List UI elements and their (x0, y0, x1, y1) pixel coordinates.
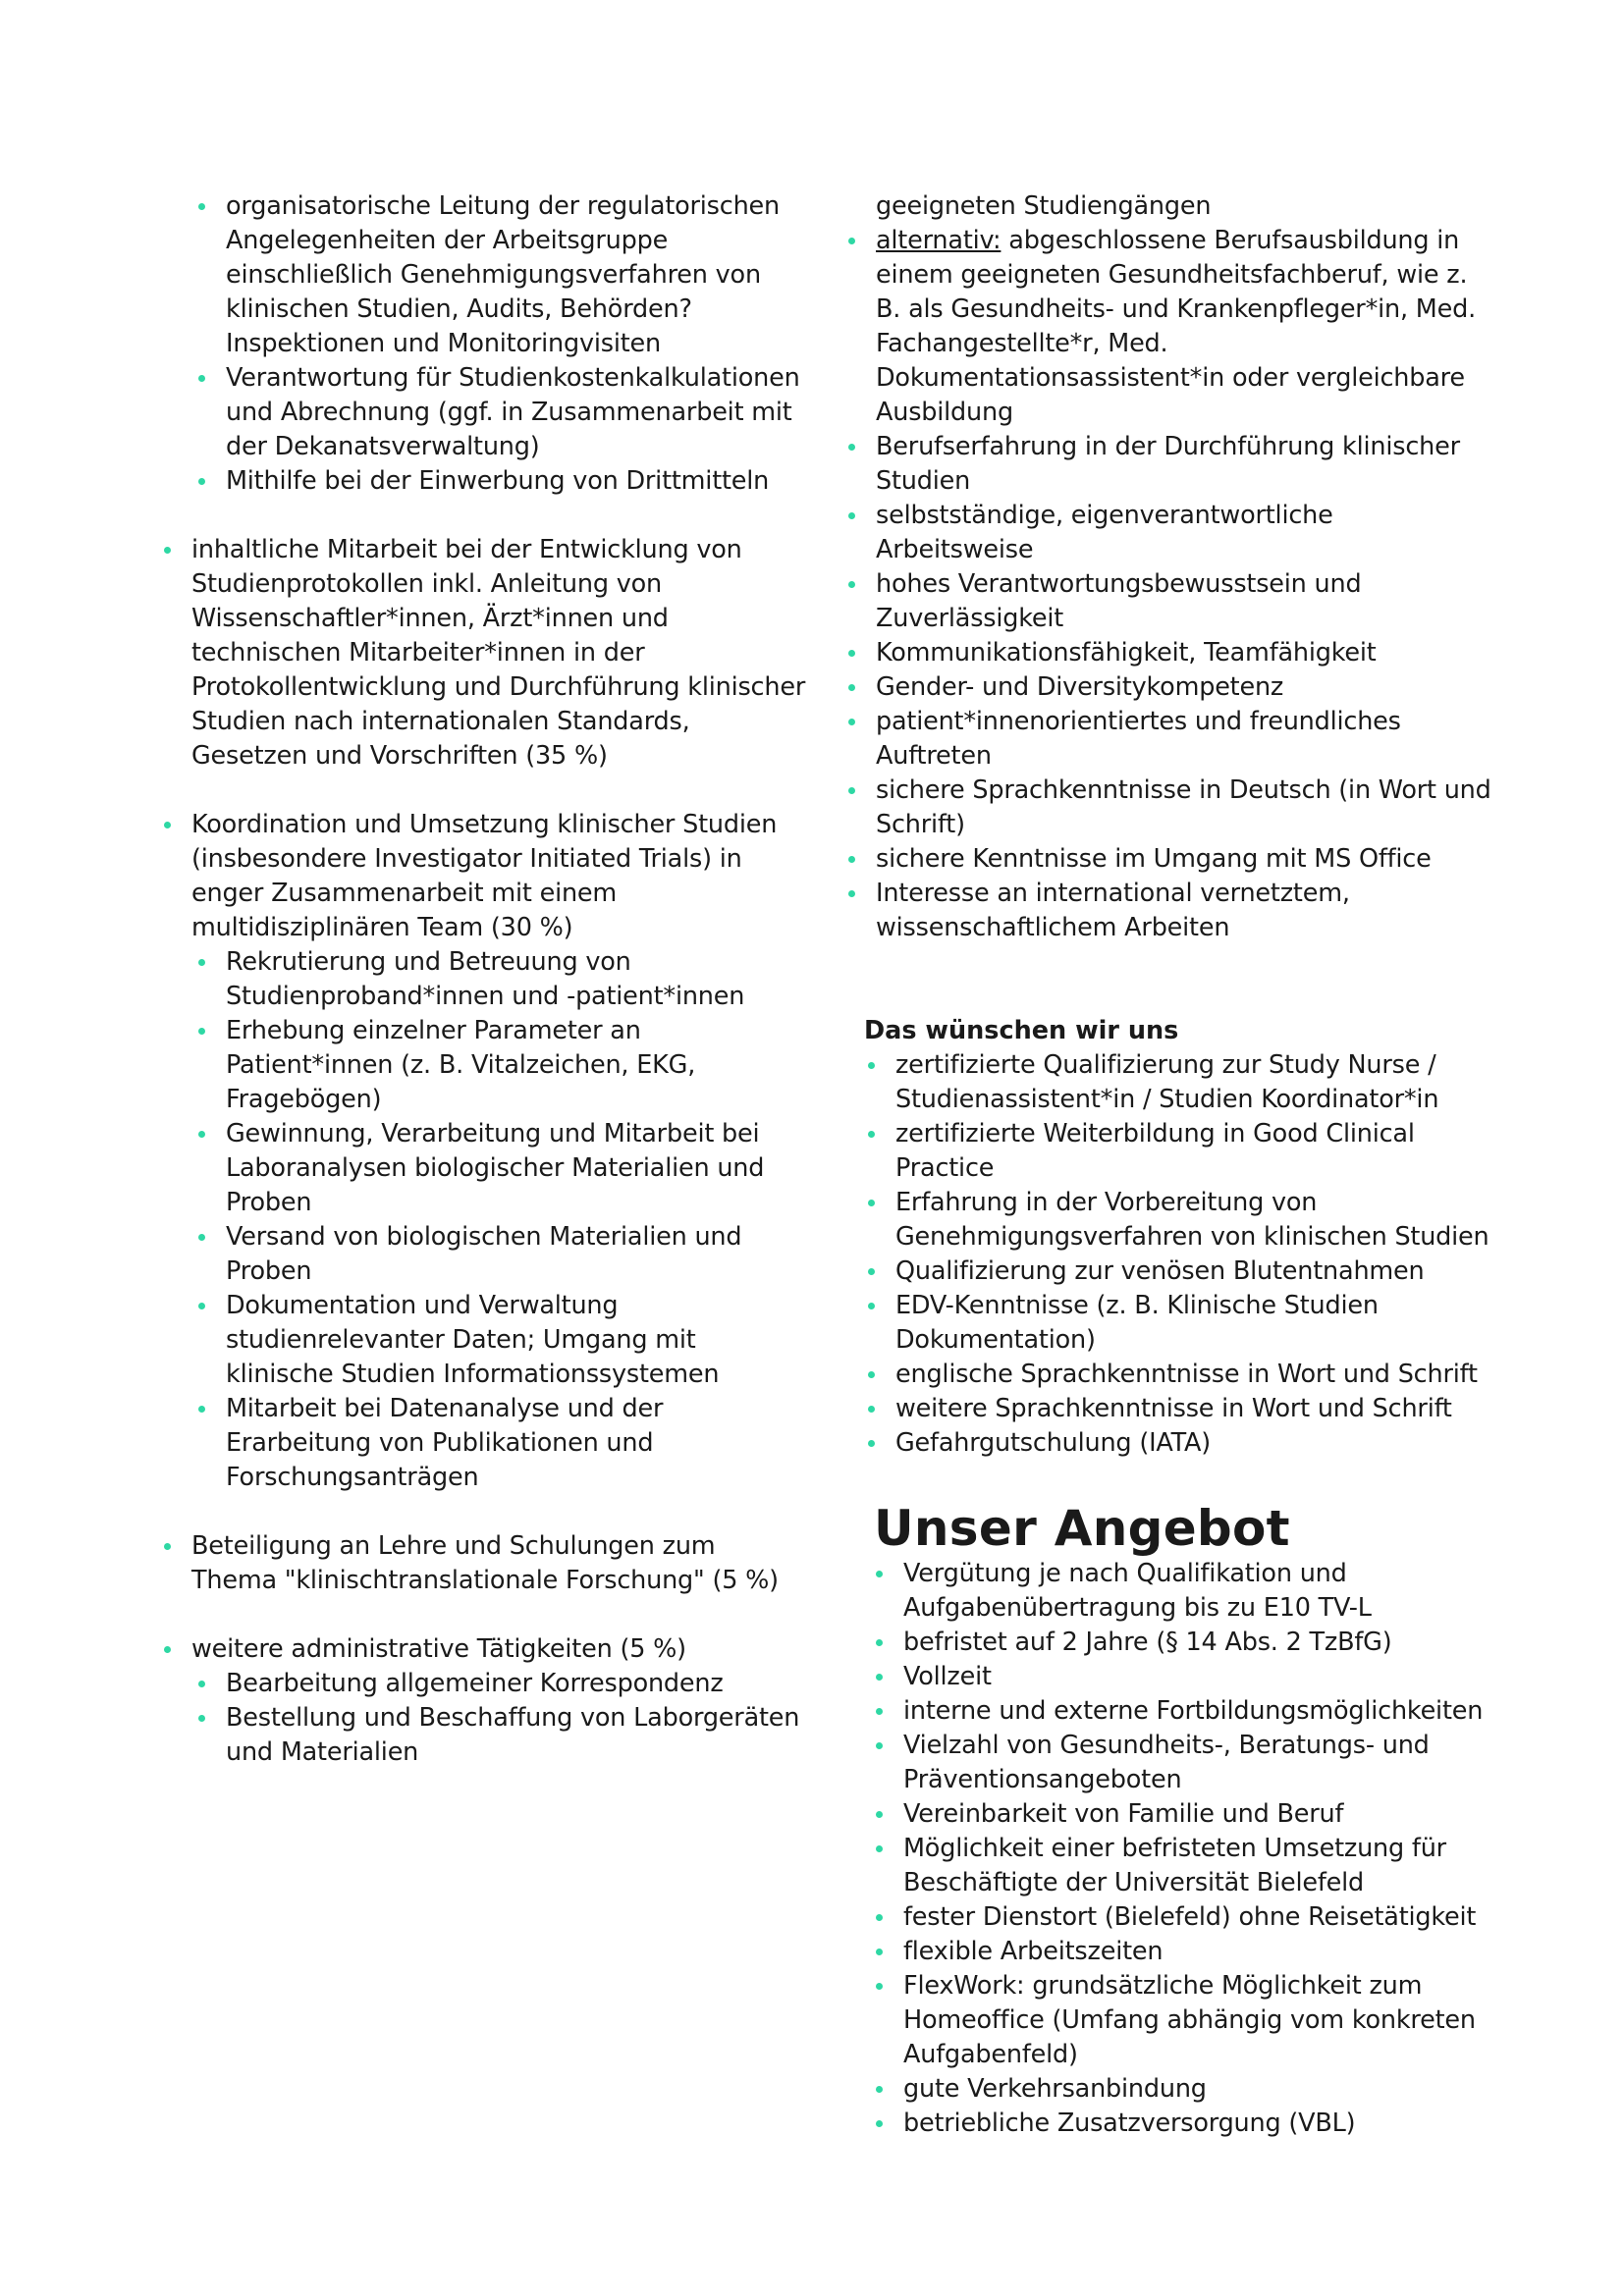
list-item: Koordination und Umsetzung klinischer Studien (insbesondere Investigator Initiated Trials) in enger Zusammenarbeit mit einem multidisziplinären Team (30 %) (160, 808, 808, 945)
list-item: Bestellung und Beschaffung von Laborgeräten und Materialien (194, 1701, 808, 1770)
list-item: zertifizierte Qualifizierung zur Study Nurse / Studienassistent*in / Studien Koordinator*in (864, 1048, 1492, 1117)
list-item: Versand von biologischen Materialien und Proben (194, 1220, 808, 1289)
list-item: selbstständige, eigenverantwortliche Arbeitsweise (844, 499, 1492, 567)
list-item: organisatorische Leitung der regulatorischen Angelegenheiten der Arbeitsgruppe einschließlich Genehmigungsverfahren von klinischen Studien, Audits, Behörden?Inspektionen und Monitoringvisiten (194, 189, 808, 361)
list-item: Interesse an international vernetztem, wissenschaftlichem Arbeiten (844, 877, 1492, 945)
list-item: zertifizierte Weiterbildung in Good Clinical Practice (864, 1117, 1492, 1186)
list-item: Dokumentation und Verwaltung studienrelevanter Daten; Umgang mit klinische Studien Informationssystemen (194, 1289, 808, 1392)
list-item: sichere Kenntnisse im Umgang mit MS Office (844, 842, 1492, 877)
list-item: betriebliche Zusatzversorgung (VBL) (872, 2107, 1492, 2141)
left-column (160, 189, 808, 1770)
requirements-list (844, 224, 1492, 945)
list-item: patient*innenorientiertes und freundliches Auftreten (844, 705, 1492, 774)
list-item: Gefahrgutschulung (IATA) (864, 1426, 1492, 1461)
list-item: befristet auf 2 Jahre (§ 14 Abs. 2 TzBfG) (872, 1626, 1492, 1660)
list-item: Beteiligung an Lehre und Schulungen zum Thema "klinischtranslationale Forschung" (5 %) (160, 1529, 808, 1598)
wishes-list (844, 1048, 1492, 1461)
admin-list (160, 1632, 808, 1667)
list-item: Erfahrung in der Vorbereitung von Genehmigungsverfahren von klinischen Studien (864, 1186, 1492, 1255)
list-item: weitere administrative Tätigkeiten (5 %) (160, 1632, 808, 1667)
list-item: Bearbeitung allgemeiner Korrespondenz (194, 1667, 808, 1701)
alternative-label: alternativ: (876, 226, 1001, 255)
list-item: englische Sprachkenntnisse in Wort und Schrift (864, 1358, 1492, 1392)
list-item: sichere Sprachkenntnisse in Deutsch (in Wort und Schrift) (844, 774, 1492, 842)
list-item: hohes Verantwortungsbewusstsein und Zuverlässigkeit (844, 567, 1492, 636)
list-item: Vereinbarkeit von Familie und Beruf (872, 1797, 1492, 1832)
list-item: flexible Arbeitszeiten (872, 1935, 1492, 1969)
wishes-heading: Das wünschen wir uns (864, 1016, 1179, 1045)
list-item: Gewinnung, Verarbeitung und Mitarbeit bei Laboranalysen biologischer Materialien und Proben (194, 1117, 808, 1220)
list-item: Qualifizierung zur venösen Blutentnahmen (864, 1255, 1492, 1289)
list-item: Vergütung je nach Qualifikation und Aufgabenübertragung bis zu E10 TV-L (872, 1557, 1492, 1626)
list-item: Kommunikationsfähigkeit, Teamfähigkeit (844, 636, 1492, 670)
alternative-text: abgeschlossene Berufsausbildung in einem geeigneten Gesundheitsfachberuf, wie z. B. als Gesundheits- und Krankenpfleger*in, Med. Fachangestellte*r, Med. Dokumentationsassistent*in oder vergleichbare Ausbildung (876, 226, 1476, 427)
list-item: inhaltliche Mitarbeit bei der Entwicklung von Studienprotokollen inkl. Anleitung von Wissenschaftler*innen, Ärzt*innen und technischen Mitarbeiter*innen in der Protokollentwicklung und Durchführung klinischer Studien nach internationalen Standards, Gesetzen und Vorschriften (35 %) (160, 533, 808, 774)
list-item: fester Dienstort (Bielefeld) ohne Reisetätigkeit (872, 1900, 1492, 1935)
list-item: Verantwortung für Studienkostenkalkulationen und Abrechnung (ggf. in Zusammenarbeit mit der Dekanatsverwaltung) (194, 361, 808, 464)
list-item: FlexWork: grundsätzliche Möglichkeit zum Homeoffice (Umfang abhängig vom konkreten Aufgabenfeld) (872, 1969, 1492, 2072)
coordination-sub-list (160, 945, 808, 1495)
offers-list (844, 1557, 1492, 2141)
list-item: Mithilfe bei der Einwerbung von Drittmitteln (194, 464, 808, 499)
list-item: Berufserfahrung in der Durchführung klinischer Studien (844, 430, 1492, 499)
list-item: EDV-Kenntnisse (z. B. Klinische Studien Dokumentation) (864, 1289, 1492, 1358)
list-item: Vielzahl von Gesundheits-, Beratungs- und Präventionsangeboten (872, 1729, 1492, 1797)
right-column (844, 189, 1492, 2141)
regulatory-sub-list (160, 189, 808, 499)
list-item: Vollzeit (872, 1660, 1492, 1694)
offer-heading: Unser Angebot (874, 1500, 1290, 1557)
admin-sub-list (160, 1667, 808, 1770)
protocols-list (160, 533, 808, 774)
teaching-list (160, 1529, 808, 1598)
list-item: Rekrutierung und Betreuung von Studienproband*innen und -patient*innen (194, 945, 808, 1014)
continuation-text: geeigneten Studiengängen (876, 191, 1212, 221)
list-item: interne und externe Fortbildungsmöglichkeiten (872, 1694, 1492, 1729)
list-item: Mitarbeit bei Datenanalyse und der Erarbeitung von Publikationen und Forschungsanträgen (194, 1392, 808, 1495)
list-item: Möglichkeit einer befristeten Umsetzung für Beschäftigte der Universität Bielefeld (872, 1832, 1492, 1900)
list-item (844, 224, 1492, 430)
coordination-list (160, 808, 808, 945)
list-item: Erhebung einzelner Parameter an Patient*innen (z. B. Vitalzeichen, EKG, Fragebögen) (194, 1014, 808, 1117)
list-item: gute Verkehrsanbindung (872, 2072, 1492, 2107)
list-item: Gender- und Diversitykompetenz (844, 670, 1492, 705)
list-item: weitere Sprachkenntnisse in Wort und Schrift (864, 1392, 1492, 1426)
